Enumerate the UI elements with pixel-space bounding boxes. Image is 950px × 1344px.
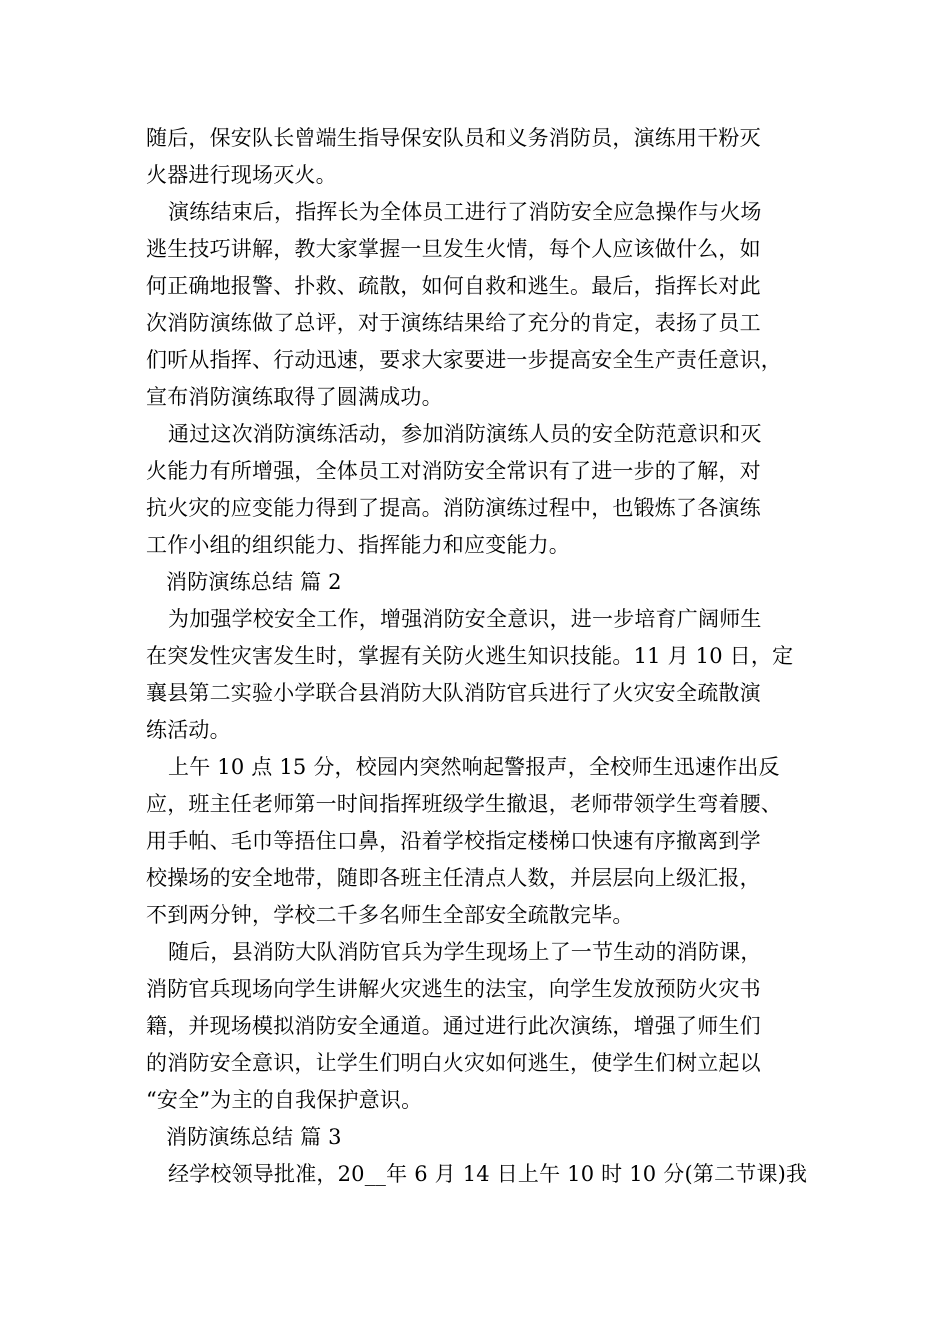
paragraph-line: 籍，并现场模拟消防安全通道。通过进行此次演练，增强了师生们 [146, 1014, 761, 1038]
paragraph-line: 何正确地报警、扑救、疏散，如何自救和逃生。最后，指挥长对此 [146, 274, 761, 298]
paragraph-line: 校操场的安全地带，随即各班主任清点人数，并层层向上级汇报， [146, 866, 761, 890]
paragraph-line: 通过这次消防演练活动，参加消防演练人员的安全防范意识和灭 [168, 422, 762, 446]
paragraph-line: 火器进行现场灭火。 [146, 163, 337, 187]
paragraph-line: 襄县第二实验小学联合县消防大队消防官兵进行了火灾安全疏散演 [146, 681, 761, 705]
section-heading: 消防演练总结 篇 2 [166, 570, 342, 594]
paragraph-line: 用手帕、毛巾等捂住口鼻，沿着学校指定楼梯口快速有序撤离到学 [146, 829, 761, 853]
paragraph-line: 们听从指挥、行动迅速，要求大家要进一步提高安全生产责任意识， [146, 348, 782, 372]
paragraph-line: 宣布消防演练取得了圆满成功。 [146, 385, 443, 409]
paragraph-line: “安全”为主的自我保护意识。 [146, 1088, 423, 1112]
section-heading: 消防演练总结 篇 3 [166, 1125, 342, 1149]
paragraph-line: 不到两分钟，学校二千多名师生全部安全疏散完毕。 [146, 903, 634, 927]
paragraph-line: 消防官兵现场向学生讲解火灾逃生的法宝，向学生发放预防火灾书 [146, 977, 761, 1001]
paragraph-line: 上午 10 点 15 分，校园内突然响起警报声，全校师生迅速作出反 [168, 755, 780, 779]
paragraph-line: 随后，保安队长曾端生指导保安队员和义务消防员，演练用干粉灭 [146, 126, 761, 150]
paragraph-line: 演练结束后，指挥长为全体员工进行了消防安全应急操作与火场 [168, 200, 762, 224]
paragraph-line: 经学校领导批准，20__年 6 月 14 日上午 10 时 10 分(第二节课)我 [168, 1162, 808, 1186]
paragraph-line: 应，班主任老师第一时间指挥班级学生撤退，老师带领学生弯着腰、 [146, 792, 782, 816]
paragraph-line: 次消防演练做了总评，对于演练结果给了充分的肯定，表扬了员工 [146, 311, 761, 335]
paragraph-line: 逃生技巧讲解，教大家掌握一旦发生火情，每个人应该做什么，如 [146, 237, 761, 261]
paragraph-line: 工作小组的组织能力、指挥能力和应变能力。 [146, 533, 570, 557]
paragraph-line: 练活动。 [146, 718, 231, 742]
paragraph-line: 的消防安全意识，让学生们明白火灾如何逃生，使学生们树立起以 [146, 1051, 761, 1075]
paragraph-line: 火能力有所增强，全体员工对消防安全常识有了进一步的了解，对 [146, 459, 761, 483]
paragraph-line: 抗火灾的应变能力得到了提高。消防演练过程中，也锻炼了各演练 [146, 496, 761, 520]
paragraph-line: 随后，县消防大队消防官兵为学生现场上了一节生动的消防课， [168, 940, 762, 964]
paragraph-line: 在突发性灾害发生时，掌握有关防火逃生知识技能。11 月 10 日，定 [146, 644, 794, 668]
paragraph-line: 为加强学校安全工作，增强消防安全意识，进一步培育广阔师生 [168, 607, 762, 631]
